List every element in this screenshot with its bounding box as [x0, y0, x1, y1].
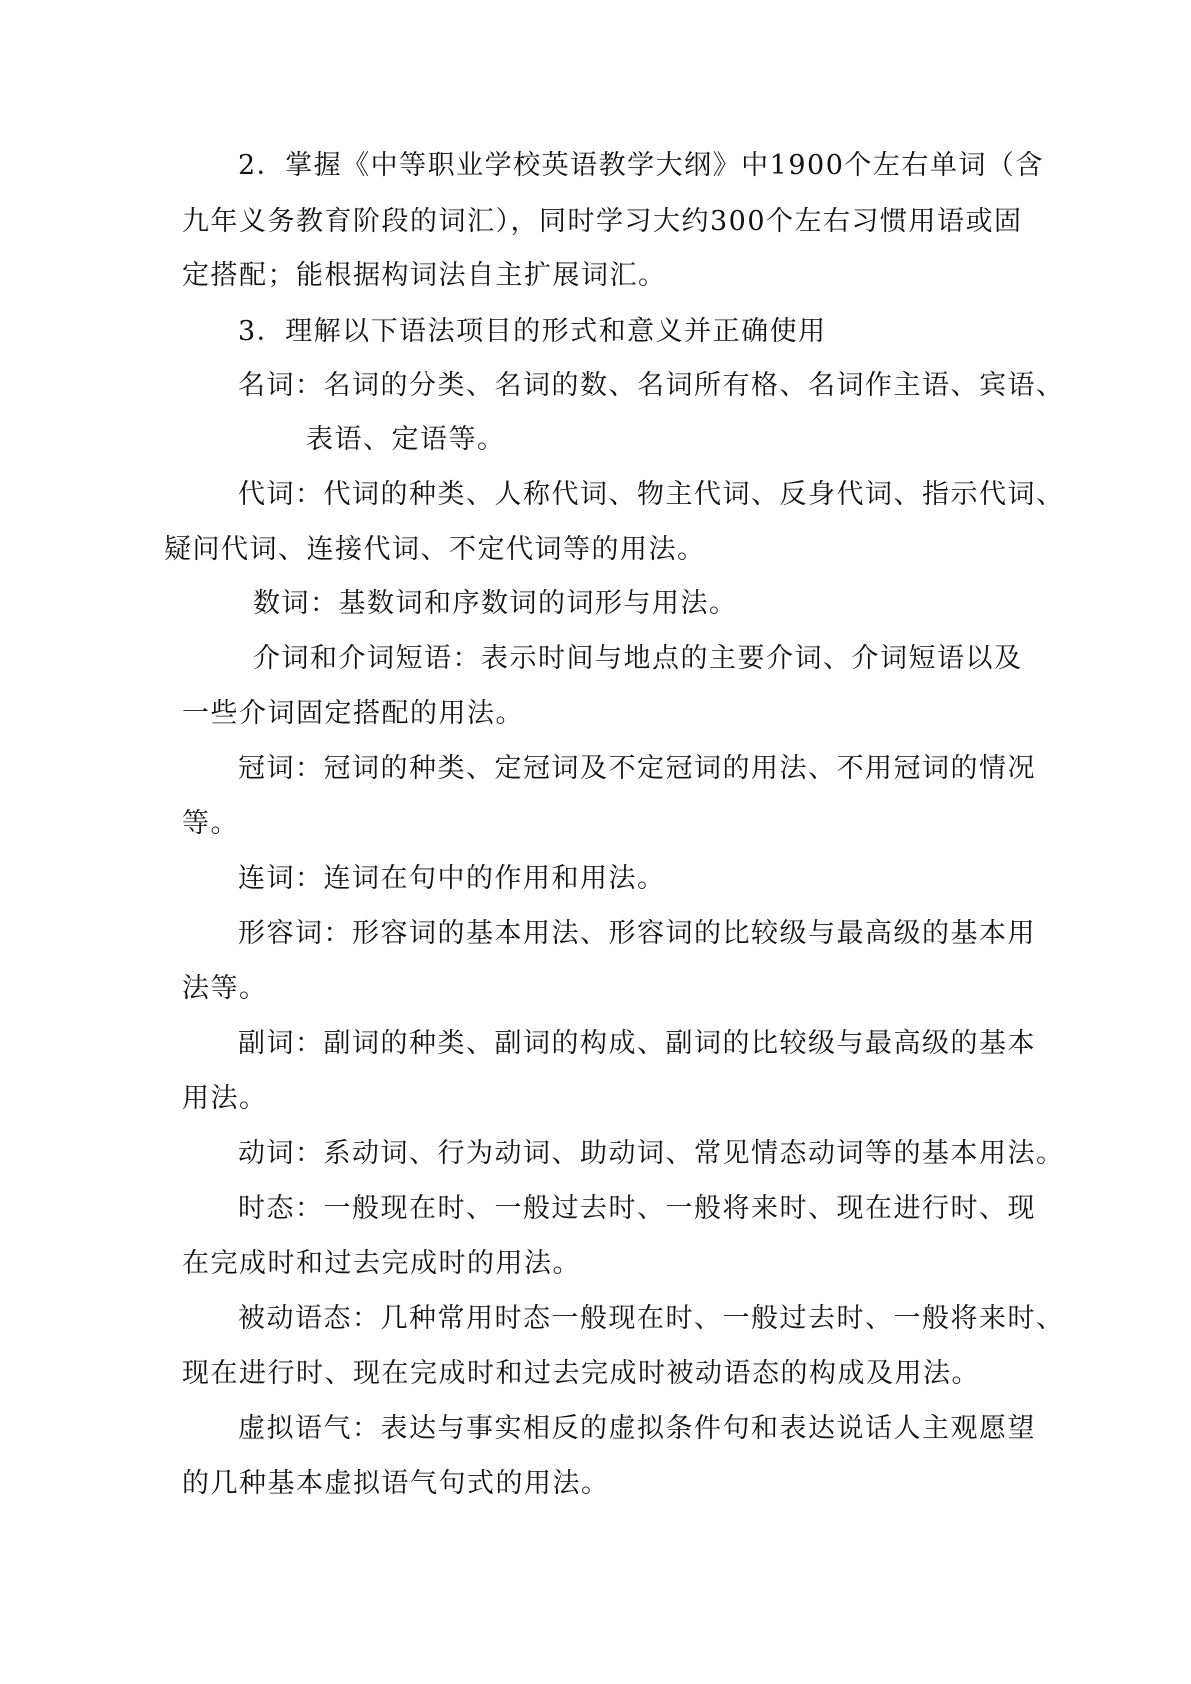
paragraph-line: 介词和介词短语：表示时间与地点的主要介词、介词短语以及 — [253, 643, 1023, 674]
paragraph-line: 动词：系动词、行为动词、助动词、常见情态动词等的基本用法。 — [238, 1138, 1065, 1169]
paragraph-line: 等。 — [182, 808, 239, 839]
paragraph-line: 名词：名词的分类、名词的数、名词所有格、名词作主语、宾语、 — [238, 370, 1065, 401]
paragraph-line: 的几种基本虚拟语气句式的用法。 — [182, 1468, 610, 1499]
section-heading: 3．理解以下语法项目的形式和意义并正确使用 — [238, 316, 827, 347]
paragraph-line: 疑问代词、连接代词、不定代词等的用法。 — [164, 534, 706, 565]
paragraph-line: 九年义务教育阶段的词汇），同时学习大约300个左右习惯用语或固 — [182, 206, 1023, 237]
paragraph-line: 在完成时和过去完成时的用法。 — [182, 1248, 581, 1279]
paragraph-line: 代词：代词的种类、人称代词、物主代词、反身代词、指示代词、 — [238, 479, 1065, 510]
paragraph-line: 现在进行时、现在完成时和过去完成时被动语态的构成及用法。 — [182, 1358, 980, 1389]
paragraph-line: 虚拟语气：表达与事实相反的虚拟条件句和表达说话人主观愿望 — [238, 1413, 1036, 1444]
paragraph-line: 2．掌握《中等职业学校英语教学大纲》中1900个左右单词（含 — [238, 150, 1044, 181]
paragraph-line: 表语、定语等。 — [306, 424, 506, 455]
paragraph-line: 一些介词固定搭配的用法。 — [182, 698, 524, 729]
paragraph-line: 副词：副词的种类、副词的构成、副词的比较级与最高级的基本 — [238, 1028, 1036, 1059]
paragraph-line: 数词：基数词和序数词的词形与用法。 — [253, 588, 738, 619]
paragraph-line: 被动语态：几种常用时态一般现在时、一般过去时、一般将来时、 — [238, 1303, 1065, 1334]
paragraph-line: 法等。 — [182, 973, 268, 1004]
paragraph-line: 连词：连词在句中的作用和用法。 — [238, 863, 666, 894]
paragraph-line: 用法。 — [182, 1083, 268, 1114]
paragraph-line: 定搭配；能根据构词法自主扩展词汇。 — [182, 260, 667, 291]
paragraph-line: 冠词：冠词的种类、定冠词及不定冠词的用法、不用冠词的情况 — [238, 753, 1036, 784]
paragraph-line: 形容词：形容词的基本用法、形容词的比较级与最高级的基本用 — [238, 918, 1036, 949]
paragraph-line: 时态：一般现在时、一般过去时、一般将来时、现在进行时、现 — [238, 1193, 1036, 1224]
